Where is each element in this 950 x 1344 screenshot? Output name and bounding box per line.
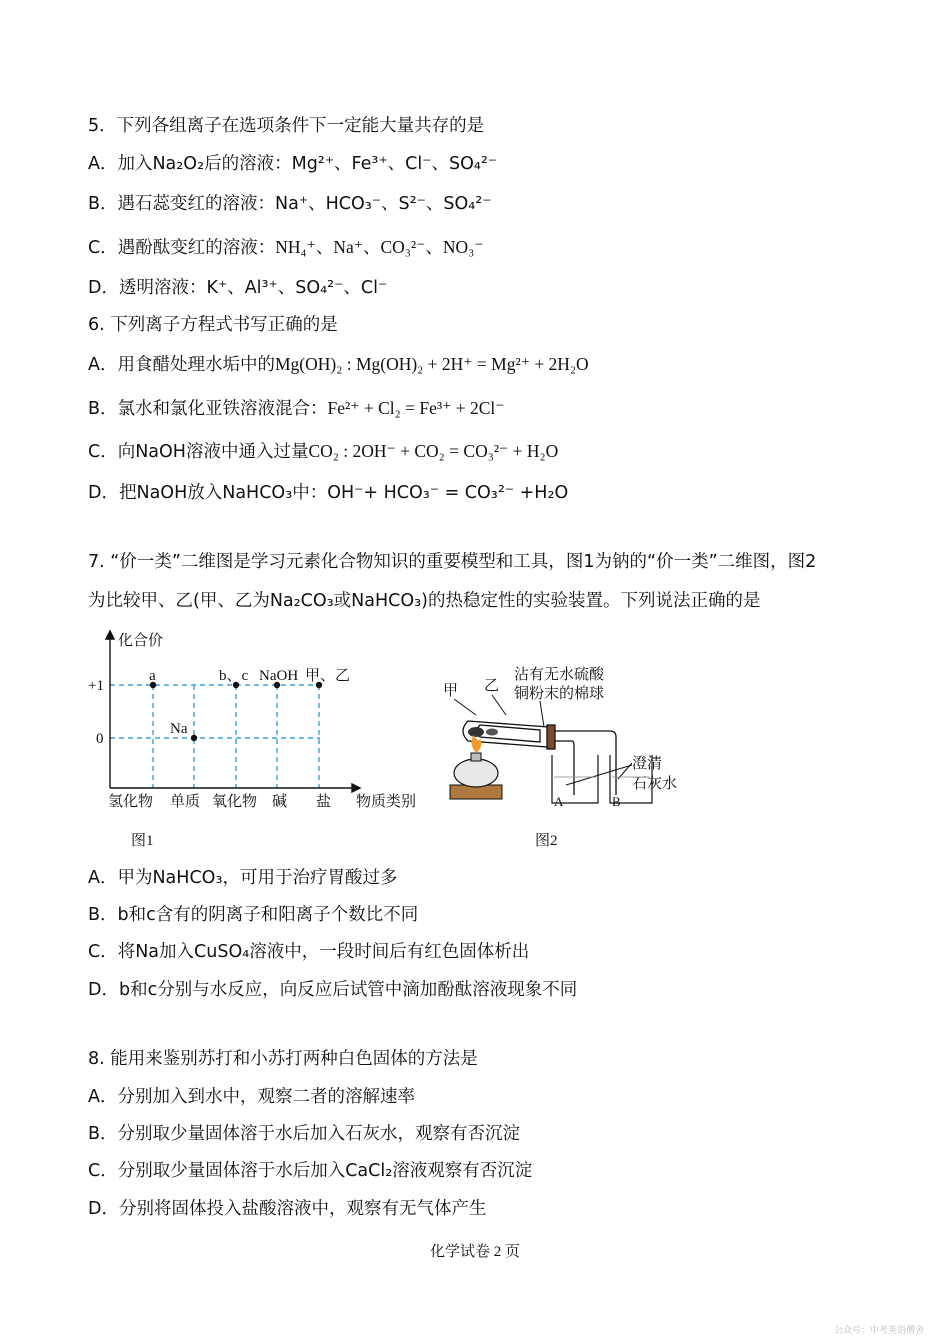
- q5-a-label: A．加入Na₂O₂后的溶液：: [88, 154, 292, 174]
- label-beaker-b: B: [612, 794, 621, 809]
- label-jia: 甲: [443, 683, 459, 699]
- pointer-yi: [492, 695, 506, 715]
- figure-1-chart: [80, 625, 430, 825]
- stopper: [547, 725, 555, 749]
- x-axis-arrow: [352, 784, 360, 792]
- pointer-cotton: [540, 701, 544, 727]
- q8-option-c: C．分别取少量固体溶于水后加入CaCl₂溶液观察有否沉淀: [88, 1161, 533, 1181]
- q6-option-d: [88, 481, 568, 505]
- label-lime-1: 澄清: [632, 756, 663, 772]
- q5-option-b: [88, 192, 491, 216]
- lamp-wick-holder: [471, 753, 481, 761]
- q6-option-b: [88, 396, 505, 421]
- label-lime-2: 石灰水: [632, 776, 678, 792]
- q8-option-d: D．分别将固体投入盐酸溶液中，观察有无气体产生: [88, 1199, 487, 1219]
- q5-c-label: C．遇酚酞变红的溶液：: [88, 238, 276, 258]
- label-cotton-1: 沾有无水硫酸: [514, 667, 605, 683]
- ytick-zero: 0: [96, 731, 104, 747]
- xtick-salt: 盐: [316, 794, 332, 810]
- flame: [471, 735, 481, 753]
- label-naoh: NaOH: [259, 668, 299, 684]
- q5-option-c: [88, 235, 483, 260]
- label-jiayi: 甲、乙: [305, 668, 351, 684]
- q7-option-d: D．b和c分别与水反应，向反应后试管中滴加酚酞溶液现象不同: [88, 980, 578, 1000]
- q8-stem: 8. 能用来鉴别苏打和小苏打两种白色固体的方法是: [88, 1049, 478, 1069]
- y-axis-label: 化合价: [118, 633, 164, 649]
- q6-c-equation: CO₂ : 2OH⁻ + CO₂ = CO₃²⁻ + H₂O: [308, 441, 559, 461]
- x-axis-label: 物质类别: [356, 794, 417, 810]
- q7-stem-line1: 7. “价一类”二维图是学习元素化合物知识的重要模型和工具，图1为钠的“价一类”二维图，图2: [88, 552, 817, 572]
- xtick-base: 碱: [272, 794, 288, 810]
- alcohol-lamp: [454, 759, 498, 787]
- q7-option-b: B．b和c含有的阴离子和阳离子个数比不同: [88, 905, 419, 925]
- q5-option-d: [88, 276, 387, 300]
- q5-d-ions: K⁺、Al³⁺、SO₄²⁻、Cl⁻: [206, 278, 388, 298]
- q6-option-c: [88, 439, 558, 464]
- q5-b-label: B．遇石蕊变红的溶液：: [88, 194, 276, 214]
- figure-2-apparatus: [440, 655, 690, 815]
- q5-a-ions: Mg²⁺、Fe³⁺、Cl⁻、SO₄²⁻: [291, 154, 498, 174]
- q6-b-label: B．氯水和氯化亚铁溶液混合：: [88, 399, 328, 419]
- q6-d-equation: OH⁻+ HCO₃⁻ = CO₃²⁻ +H₂O: [327, 483, 569, 503]
- point-na: [191, 735, 197, 741]
- label-cotton-2: 铜粉末的棉球: [514, 686, 605, 702]
- watermark: 公众号：中考英语僧舍: [833, 1326, 924, 1336]
- solid-yi: [486, 729, 498, 736]
- label-a: a: [149, 668, 156, 684]
- q6-a-label: A．用食醋处理水垢中的: [88, 355, 275, 375]
- q6-a-equation: Mg(OH)₂ : Mg(OH)₂ + 2H⁺ = Mg²⁺ + 2H₂O: [274, 354, 589, 374]
- q8-option-a: A．分别加入到水中，观察二者的溶解速率: [88, 1087, 415, 1107]
- xtick-oxide: 氧化物: [212, 794, 258, 810]
- q6-stem: 6. 下列离子方程式书写正确的是: [88, 315, 338, 335]
- q7-stem-line2: 为比较甲、乙(甲、乙为Na₂CO₃或NaHCO₃)的热稳定性的实验装置。下列说法正确的是: [88, 591, 761, 611]
- q8-option-b: B．分别取少量固体溶于水后加入石灰水，观察有否沉淀: [88, 1124, 521, 1144]
- q5-option-a: [88, 152, 497, 176]
- q6-option-a: [88, 352, 589, 377]
- solid-jia: [468, 727, 484, 737]
- page-footer: 化学试卷 2 页: [429, 1244, 520, 1260]
- q6-d-label: D．把NaOH放入NaHCO₃中：: [88, 483, 328, 503]
- label-yi: 乙: [484, 678, 500, 694]
- label-bc: b、c: [219, 668, 249, 684]
- xtick-hydride: 氢化物: [108, 794, 154, 810]
- ytick-plus1: +1: [88, 678, 104, 694]
- q5-stem: 5．下列各组离子在选项条件下一定能大量共存的是: [88, 116, 485, 136]
- q6-c-label: C．向NaOH溶液中通入过量: [88, 442, 309, 462]
- q6-b-equation: Fe²⁺ + Cl₂ = Fe³⁺ + 2Cl⁻: [327, 398, 505, 418]
- q5-c-ions: NH₄⁺、Na⁺、CO₃²⁻、NO₃⁻: [275, 237, 484, 257]
- figure-1-caption: 图1: [131, 833, 154, 849]
- q7-option-c: C．将Na加入CuSO₄溶液中，一段时间后有红色固体析出: [88, 942, 530, 962]
- xtick-element: 单质: [170, 794, 201, 810]
- figure-2-caption: 图2: [535, 833, 558, 849]
- pointer-jia: [454, 699, 476, 715]
- y-axis-arrow: [106, 631, 114, 639]
- tube-to-a: [555, 741, 574, 795]
- label-beaker-a: A: [554, 794, 564, 809]
- q5-d-label: D．透明溶液：: [88, 278, 207, 298]
- inner-tube: [477, 725, 540, 742]
- q7-option-a: A．甲为NaHCO₃，可用于治疗胃酸过多: [88, 868, 398, 888]
- q5-b-ions: Na⁺、HCO₃⁻、S²⁻、SO₄²⁻: [275, 194, 492, 214]
- label-na: Na: [170, 721, 188, 737]
